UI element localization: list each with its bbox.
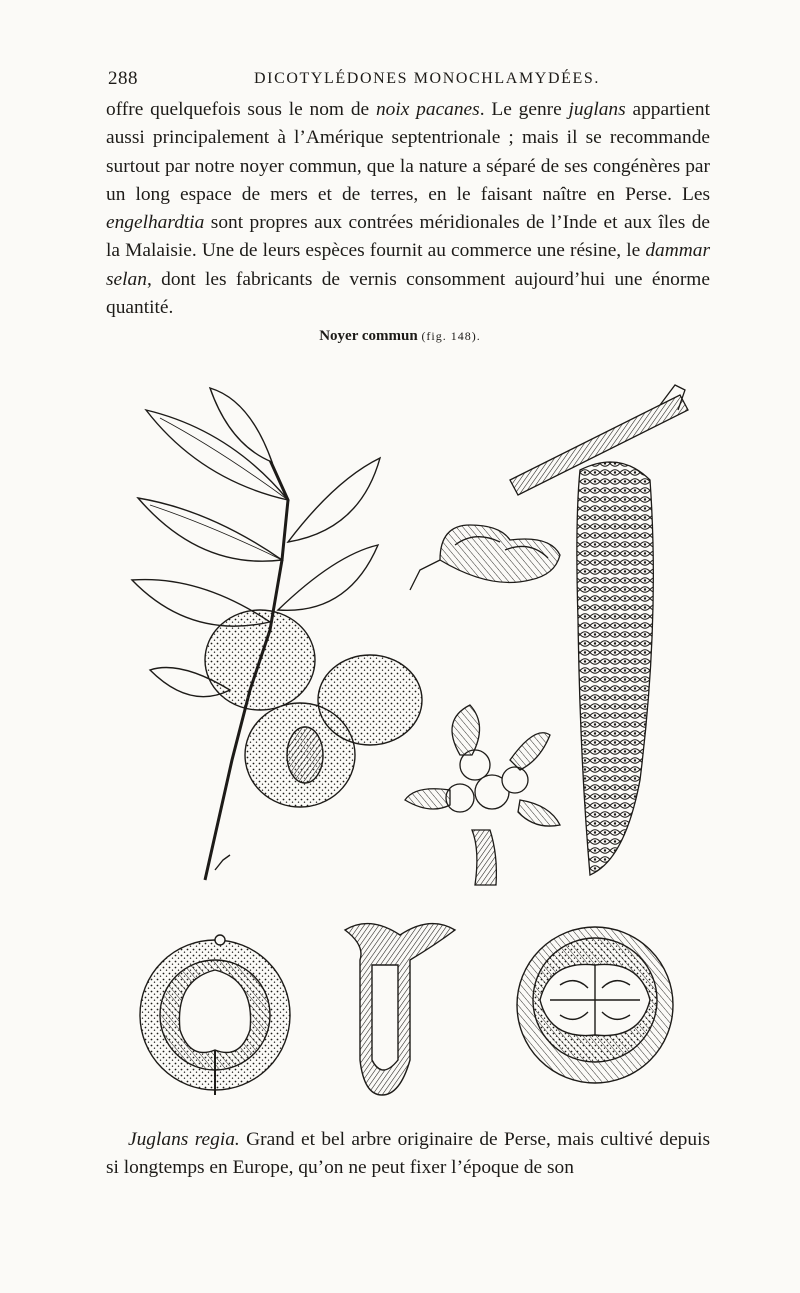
paragraph-top xyxy=(106,96,710,322)
figure-reference: (fig. 148). xyxy=(421,329,481,343)
italic-term: engelhardtia xyxy=(106,212,205,234)
text-run: . Le genre xyxy=(479,99,569,120)
female-flower xyxy=(410,525,560,590)
walnut-illustration-plate xyxy=(120,360,700,1120)
leaf xyxy=(138,498,282,561)
nut-cross-section xyxy=(517,927,673,1083)
flower-cluster xyxy=(405,705,560,885)
running-header xyxy=(108,62,708,90)
text-run: sont propres aux contrées méridionales de l’Inde et aux îles de la Malaisie. Une de leurs espèces fournit au commerce une résine, le xyxy=(106,212,710,262)
male-catkin xyxy=(510,385,688,875)
running-head: DICOTYLÉDONES MONOCHLAMYDÉES. xyxy=(254,70,600,87)
leafy-branch-with-fruits xyxy=(132,388,422,880)
italic-term: dammar selan xyxy=(106,240,710,290)
text-run: Grand et bel arbre originaire de Perse, mais cultivé depuis si longtemps en Europe, qu’on ne peut fixer l’époque de son xyxy=(106,1129,711,1179)
walnut-fruit xyxy=(205,610,315,710)
italic-term: noix pacanes xyxy=(375,99,480,120)
figure-caption xyxy=(0,328,800,345)
text-run: , dont les fabricants de vernis consomment aujourd’hui une énorme quantité. xyxy=(106,268,710,319)
italic-term: juglans xyxy=(568,99,626,120)
italic-term: Juglans regia. xyxy=(128,1129,240,1150)
text-run: appartient aussi principalement à l’Amérique septentrionale ; mais il se recommande surtout par notre noyer commun, que la nature a séparé de ses congénères par un long espace de mers et de terres, en le faisant naître en Perse. Les xyxy=(106,99,711,205)
paragraph-bottom xyxy=(106,1126,710,1183)
caption-title: Noyer commun xyxy=(319,328,418,344)
leaf xyxy=(278,545,378,610)
text-run: offre quelquefois sous le nom de xyxy=(106,99,376,120)
leaf xyxy=(288,458,380,542)
page-number: 288 xyxy=(108,68,138,89)
fruit-section xyxy=(140,935,290,1095)
pistil-section xyxy=(345,924,455,1095)
